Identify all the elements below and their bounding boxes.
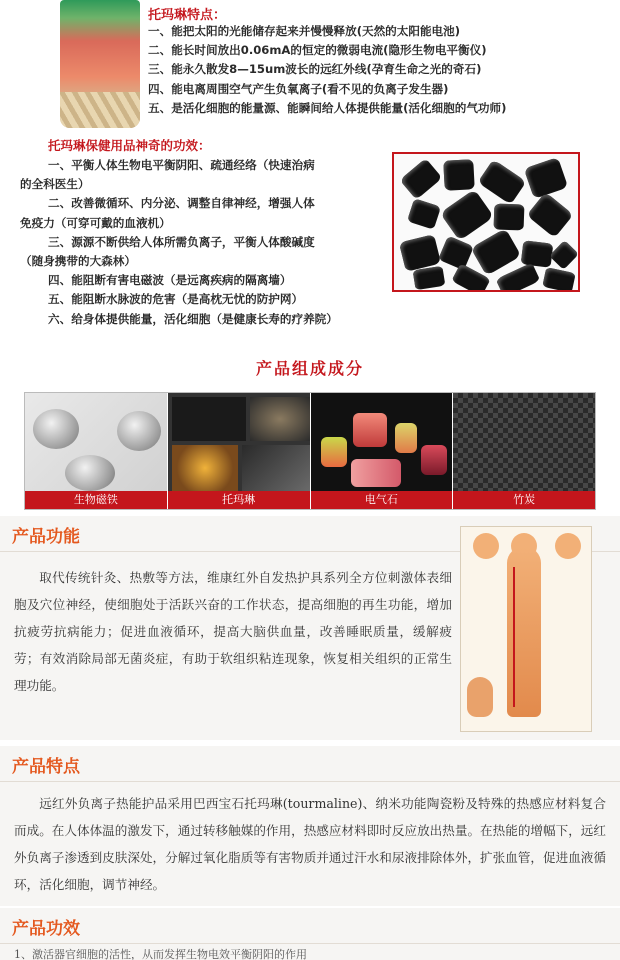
product-function-section — [0, 516, 620, 740]
effect-item-cont: 的全科医生） — [20, 177, 90, 192]
stone — [438, 236, 474, 271]
stone — [527, 192, 574, 238]
feature-item: 四、能电离周围空气产生负氧离子(看不见的负离子发生器) — [148, 81, 449, 96]
crystal — [395, 423, 417, 453]
feature-item: 三、能永久散发8—15um波长的远红外线(孕育生命之光的奇石) — [148, 62, 482, 77]
composition-bamboo-charcoal — [453, 393, 595, 509]
composition-magnet — [25, 393, 168, 509]
composition-label: 托玛琳 — [168, 491, 310, 509]
features-title: 托玛琳特点： — [148, 8, 227, 23]
tourmaline-chunk — [250, 397, 310, 441]
feature-item: 一、能把太阳的光能储存起来并慢慢释放(天然的太阳能电池) — [148, 24, 461, 38]
magnet-disc — [33, 409, 79, 449]
crystal — [421, 445, 447, 475]
section-body: 取代传统针灸、热敷等方法，维康红外自发热护具系列全方位刺激体表细胞及穴位神经，使细胞处于活跃兴奋的工作状态，提高细胞的再生功能，增加抗疲劳抗病能力；促进血液循环，提高大脑供血量，改善睡眠质量，缓解疲劳；有效消除局部无菌炎症，有助于软组织粘连现象，恢复相关组织的正常生理功能。 — [14, 570, 452, 693]
crystal — [353, 413, 387, 447]
acupuncture-chart-image — [460, 526, 592, 732]
stone — [471, 228, 522, 276]
tourmaline-chunk — [172, 445, 238, 491]
tourmaline-chunk — [242, 445, 310, 491]
effect-item: 二、改善微循环、内分泌、调整自律神经，增强人体 — [48, 196, 315, 211]
section-body: 远红外负离子热能护品采用巴西宝石托玛琳(tourmaline)、纳米功能陶瓷粉及特殊的热感应材料复合而成。在人体体温的激发下，通过转移触媒的作用，热感应材料即时反应放出热量。在热能的增幅下，远红外负离子渗透到皮肤深处，分解过氧化脂质等有害物质并通过汗水和尿液排除体外，扩张血管，促进血液循环，活化细胞，调节神经。 — [14, 796, 606, 892]
section-title: 产品功能 — [12, 527, 80, 547]
section-title: 产品特点 — [12, 757, 80, 777]
effects-title: 托玛琳保健用品神奇的功效： — [48, 138, 211, 153]
effect-item: 一、平衡人体生物电平衡阴阳、疏通经络（快速治病 — [48, 158, 315, 172]
stone — [494, 203, 525, 230]
tourmaline-crystal-image — [60, 0, 140, 128]
section-header — [0, 908, 620, 944]
effects-list — [20, 156, 380, 329]
section-body: 1、激活器官细胞的活性，从而发挥生物电效平衡阴阳的作用 — [14, 948, 307, 960]
stone — [440, 189, 494, 241]
composition-strip — [24, 392, 596, 510]
composition-label: 电气石 — [311, 491, 453, 509]
section-title: 产品功效 — [12, 919, 80, 939]
ear-figure — [467, 677, 493, 717]
composition-label: 生物磁铁 — [25, 491, 167, 509]
figure-head — [473, 533, 499, 559]
stone — [542, 267, 576, 292]
features-list — [148, 22, 506, 118]
product-features-section — [0, 746, 620, 906]
crystal — [351, 459, 401, 487]
section-header — [0, 746, 620, 782]
magnet-disc — [65, 455, 115, 491]
feature-item: 二、能长时间放出0.06mA的恒定的微弱电流(隐形生物电平衡仪) — [148, 43, 487, 58]
stone — [496, 262, 541, 292]
stone — [521, 240, 554, 267]
tourmaline-intro — [0, 0, 620, 340]
composition-electric-stone — [311, 393, 454, 509]
effect-item-cont: 免疫力（可穿可戴的血液机） — [20, 215, 171, 230]
composition-label: 竹炭 — [453, 491, 595, 509]
product-effects-section — [0, 908, 620, 960]
crystal — [321, 437, 347, 467]
figure-head — [555, 533, 581, 559]
feature-item: 五、是活化细胞的能量源、能瞬间给人体提供能量(活化细胞的气功师) — [148, 100, 507, 115]
meridian-line — [513, 567, 515, 707]
stone — [478, 159, 527, 205]
effect-item: 三、源源不断供给人体所需负离子，平衡人体酸碱度 — [48, 234, 315, 249]
composition-title: 产品组成成分 — [255, 359, 364, 378]
effect-item: 五、能阻断水脉波的危害（是高枕无忧的防护网） — [48, 292, 304, 307]
stone — [400, 158, 443, 200]
black-tourmaline-image — [392, 152, 580, 292]
composition-tourmaline — [168, 393, 311, 509]
stone — [443, 159, 475, 191]
stone — [407, 198, 441, 229]
tourmaline-chunk — [172, 397, 246, 441]
effect-item-cont: （随身携带的大森林） — [20, 254, 136, 269]
effect-item: 四、能阻断有害电磁波（是远离疾病的隔离墙） — [48, 273, 292, 288]
effect-item: 六、给身体提供能量，活化细胞（是健康长寿的疗养院） — [48, 311, 338, 326]
stone — [413, 266, 446, 290]
magnet-disc — [117, 411, 161, 451]
stone — [524, 157, 568, 199]
stone — [549, 240, 579, 270]
